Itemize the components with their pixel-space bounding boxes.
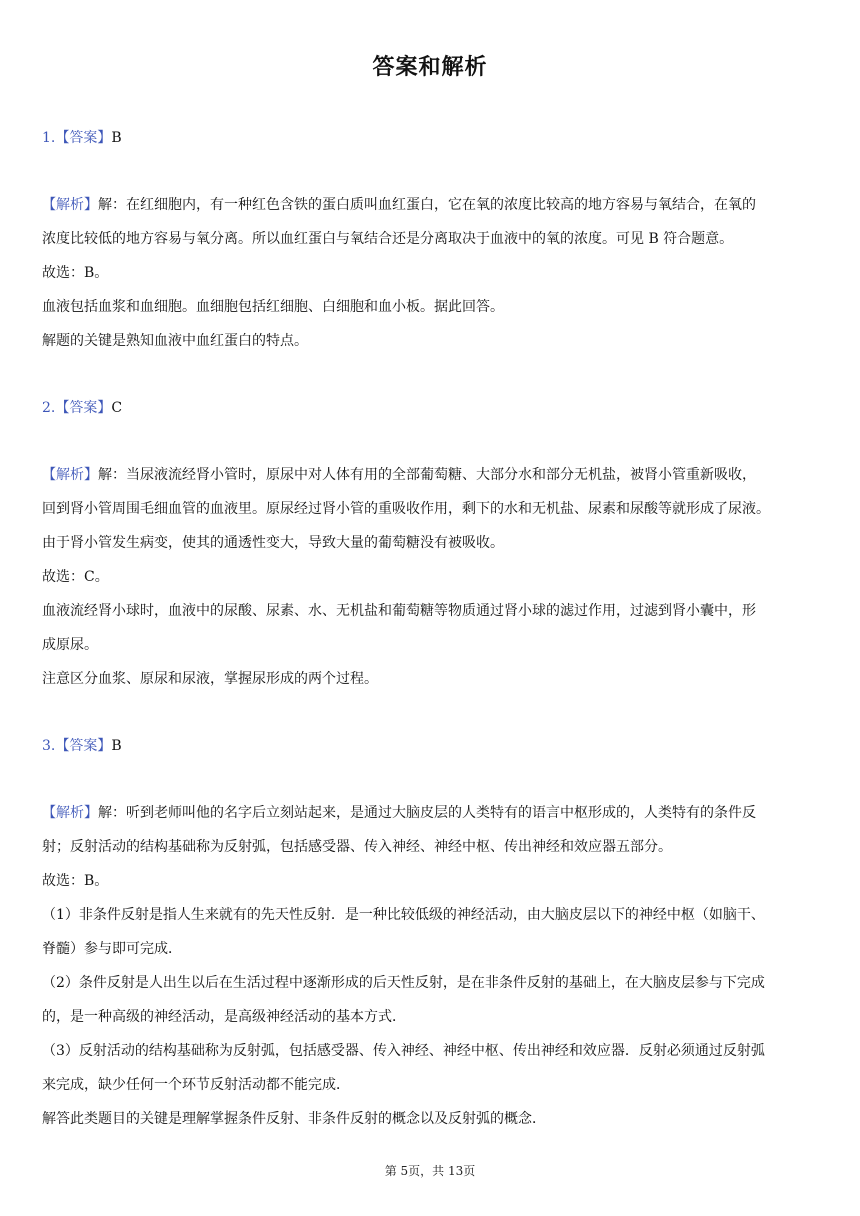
analysis-tag: 【解析】	[42, 197, 98, 213]
analysis-line: 【解析】解：听到老师叫他的名字后立刻站起来，是通过大脑皮层的人类特有的语言中枢形成的，人类特有的条件反	[42, 805, 756, 821]
analysis-line: 故选：B。	[42, 265, 109, 281]
analysis-tag: 【解析】	[42, 805, 98, 821]
question-number: 3.	[42, 738, 56, 754]
answer-line-1	[42, 128, 818, 148]
analysis-line: 解题的关键是熟知血液中血红蛋白的特点。	[42, 333, 308, 349]
answer-tag: 【答案】	[55, 130, 112, 146]
analysis-line: 【解析】解：在红细胞内，有一种红色含铁的蛋白质叫血红蛋白，它在氧的浓度比较高的地方容易与氧结合，在氧的	[42, 197, 756, 213]
analysis-line: 浓度比较低的地方容易与氧分离。所以血红蛋白与氧结合还是分离取决于血液中的氧的浓度。可见 B 符合题意。	[42, 231, 734, 247]
analysis-line: 血液包括血浆和血细胞。血细胞包括红细胞、白细胞和血小板。据此回答。	[42, 299, 504, 315]
answer-line-3	[42, 736, 818, 756]
question-number: 2.	[42, 400, 56, 416]
analysis-line: 射；反射活动的结构基础称为反射弧，包括感受器、传入神经、神经中枢、传出神经和效应器五部分。	[42, 839, 672, 855]
analysis-line: 解答此类题目的关键是理解掌握条件反射、非条件反射的概念以及反射弧的概念．	[42, 1111, 546, 1127]
analysis-line: 成原尿。	[42, 637, 98, 653]
analysis-line: 血液流经肾小球时，血液中的尿酸、尿素、水、无机盐和葡萄糖等物质通过肾小球的滤过作用，过滤到肾小囊中，形	[42, 603, 756, 619]
page-title: 答案和解析	[372, 55, 488, 80]
question-number: 1.	[42, 130, 56, 146]
analysis-line: 来完成，缺少任何一个环节反射活动都不能完成．	[42, 1077, 350, 1093]
analysis-line: 脊髓）参与即可完成．	[42, 941, 182, 957]
answer-value: B	[111, 738, 122, 754]
analysis-line: 故选：C。	[42, 569, 109, 585]
answer-line-2	[42, 398, 818, 418]
analysis-tag: 【解析】	[42, 467, 98, 483]
analysis-line: （1）非条件反射是指人生来就有的先天性反射．是一种比较低级的神经活动，由大脑皮层以下的神经中枢（如脑干、	[42, 907, 765, 923]
analysis-line: 回到肾小管周围毛细血管的血液里。原尿经过肾小管的重吸收作用，剩下的水和无机盐、尿素和尿酸等就形成了尿液。	[42, 501, 770, 517]
answer-tag: 【答案】	[55, 738, 112, 754]
analysis-line: 由于肾小管发生病变，使其的通透性变大，导致大量的葡萄糖没有被吸收。	[42, 535, 504, 551]
analysis-line: 【解析】解：当尿液流经肾小管时，原尿中对人体有用的全部葡萄糖、大部分水和部分无机盐，被肾小管重新吸收，	[42, 467, 756, 483]
page-footer: 第 5页，共 13页	[384, 1164, 476, 1178]
answer-value: B	[111, 130, 122, 146]
analysis-line: （2）条件反射是人出生以后在生活过程中逐渐形成的后天性反射，是在非条件反射的基础上，在大脑皮层参与下完成	[42, 975, 765, 991]
answer-tag: 【答案】	[55, 400, 112, 416]
analysis-line: 故选：B。	[42, 873, 109, 889]
analysis-line: （3）反射活动的结构基础称为反射弧，包括感受器、传入神经、神经中枢、传出神经和效应器．反射必须通过反射弧	[42, 1043, 765, 1059]
analysis-line: 注意区分血浆、原尿和尿液，掌握尿形成的两个过程。	[42, 671, 378, 687]
analysis-line: 的，是一种高级的神经活动，是高级神经活动的基本方式．	[42, 1009, 406, 1025]
answer-value: C	[111, 400, 123, 416]
